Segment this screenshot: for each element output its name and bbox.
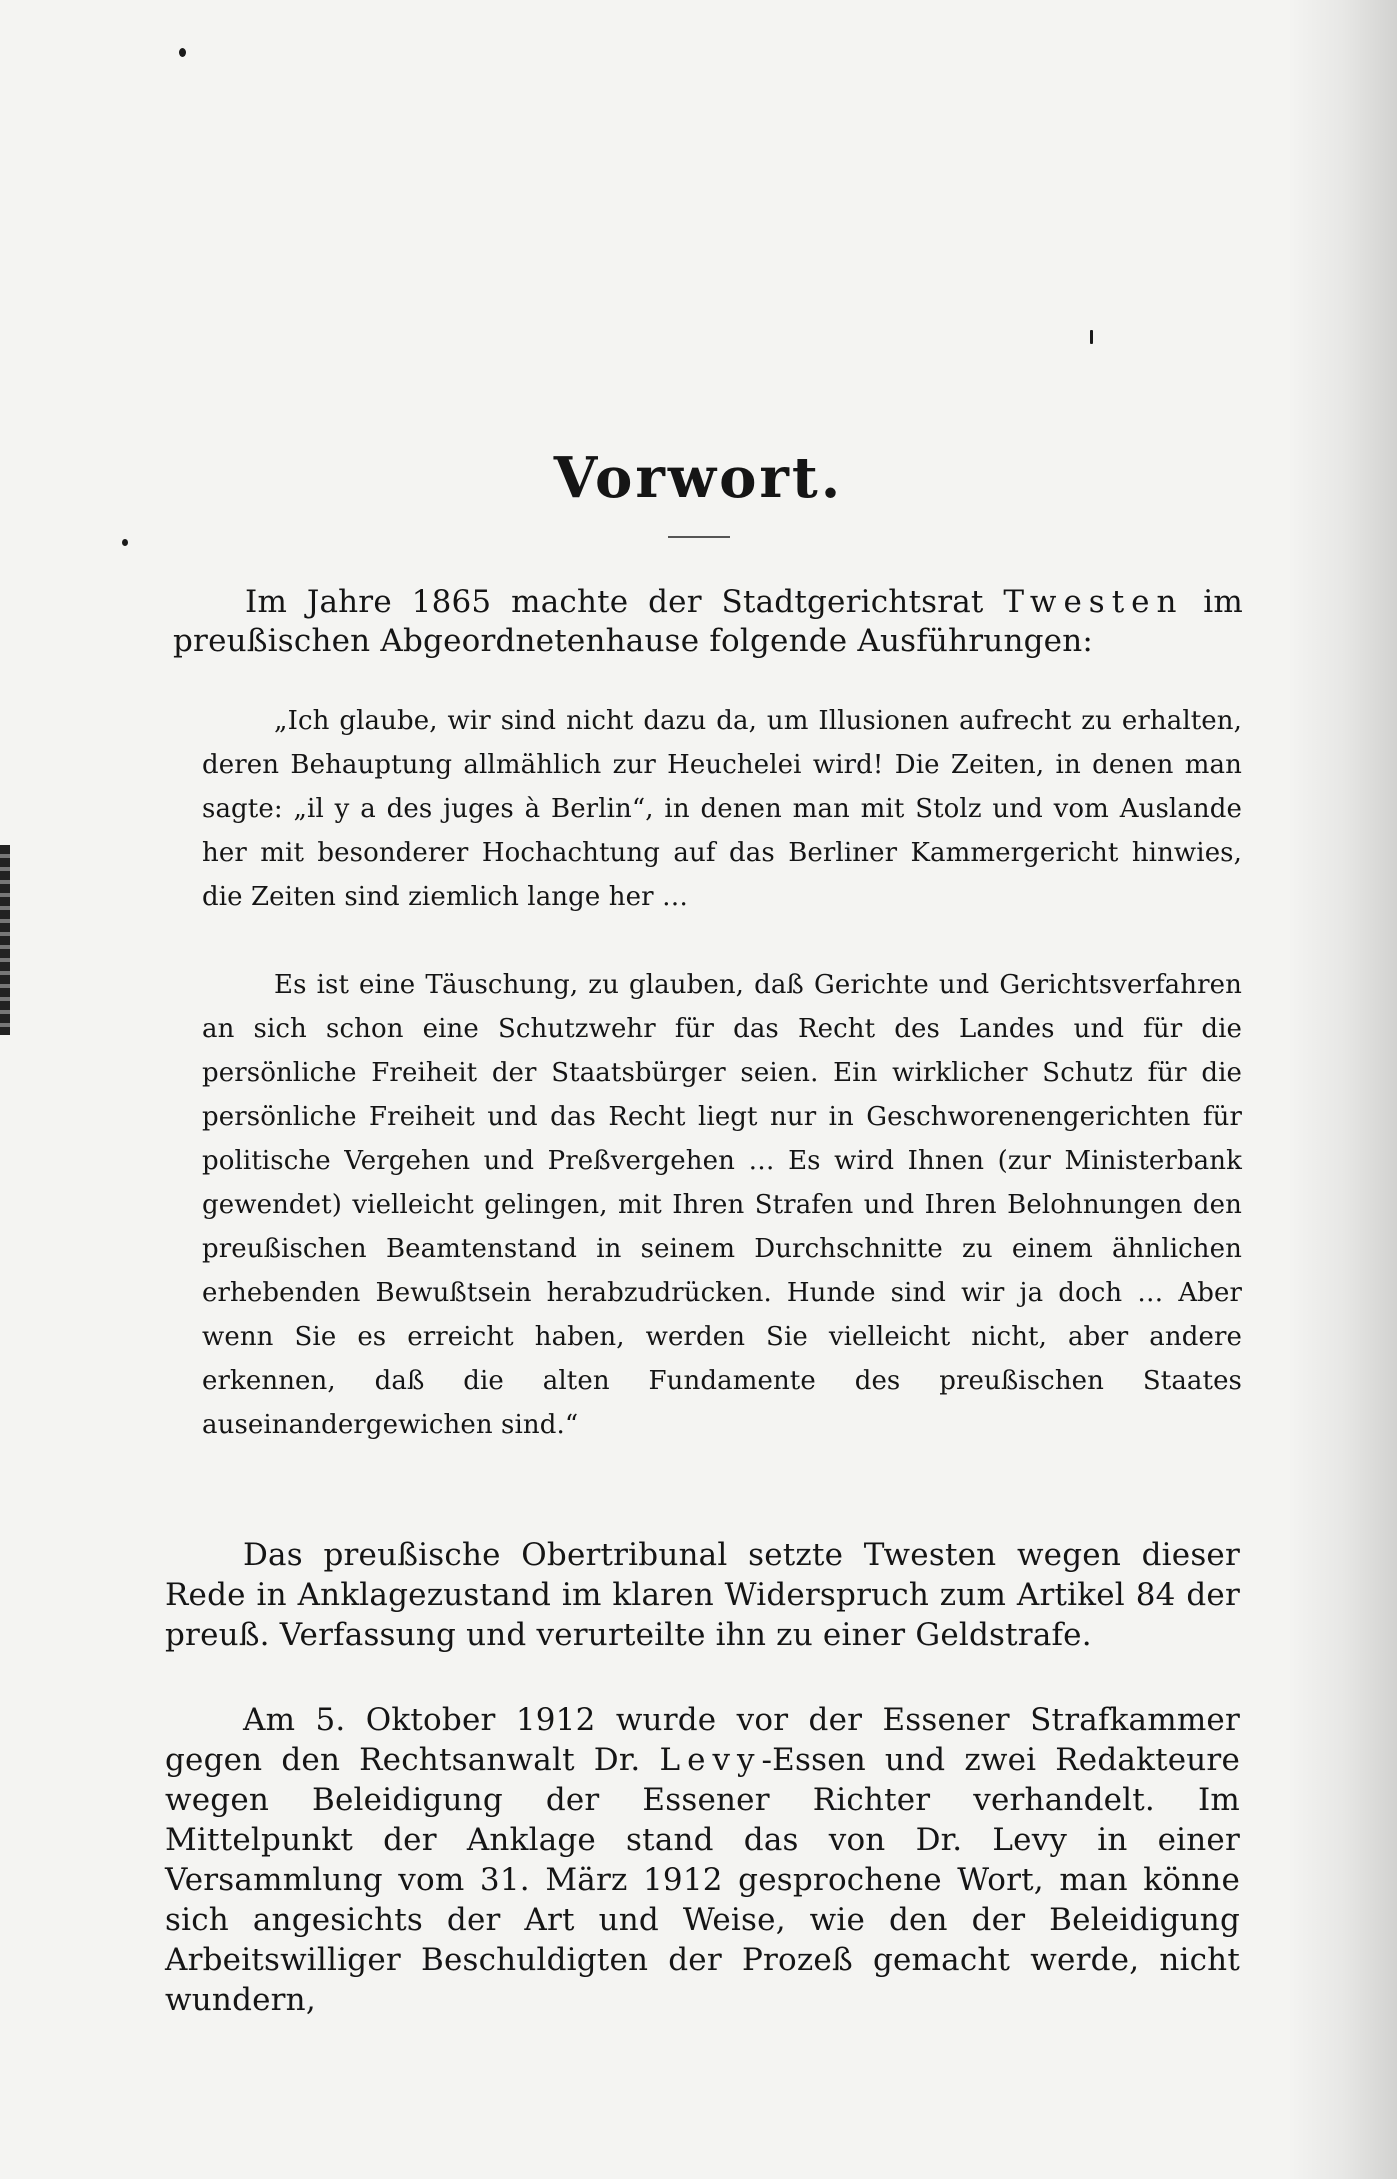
- quote-paragraph-1: „Ich glaube, wir sind nicht dazu da, um Illusionen aufrecht zu erhalten, deren Behauptung allmählich zur Heuchelei wird! Die Zeiten, in denen man sagte: „il y a des juges à Berlin“, in denen man mit Stolz und vom Auslande her mit besonderer Hochachtung auf das Berliner Kammergericht hinwies, die Zeiten sind ziemlich lange her …: [202, 706, 1242, 912]
- essen-paragraph: [165, 1700, 1240, 2020]
- essen-text-before: Am 5. Oktober 1912 wurde vor der Essener Strafkammer gegen den Rechtsanwalt Dr.: [165, 1702, 1240, 1778]
- intro-paragraph: [173, 583, 1243, 661]
- intro-text-after: im preußischen Abgeordnetenhause folgende Ausführungen:: [173, 584, 1243, 659]
- quote-paragraph-2: Es ist eine Täuschung, zu glauben, daß Gerichte und Gerichtsverfahren an sich schon eine Schutzwehr für das Recht des Landes und für die persönliche Freiheit der Staatsbürger seien. Ein wirklicher Schutz für die persönliche Freiheit und das Recht liegt nur in Geschworenengerichten für politische Vergehen und Preßvergehen … Es wird Ihnen (zur Ministerbank gewendet) vielleicht gelingen, mit Ihren Strafen und Ihren Belohnungen den preußischen Beamtenstand in seinem Durchschnitte zu einem ähnlichen erhebenden Bewußtsein herabzudrücken. Hunde sind wir ja doch … Aber wenn Sie es erreicht haben, werden Sie vielleicht nicht, aber andere erkennen, daß die alten Fundamente des preußischen Staates auseinandergewichen sind.“: [202, 970, 1242, 1440]
- intro-name-spaced: Twesten: [1003, 584, 1184, 620]
- binding-mark: [0, 845, 10, 1035]
- essen-name-spaced: Levy: [659, 1742, 762, 1778]
- tribunal-paragraph: Das preußische Obertribunal setzte Twesten wegen dieser Rede in Anklagezustand im klaren Widerspruch zum Artikel 84 der preuß. Verfassung und verurteilte ihn zu einer Geldstrafe.: [165, 1537, 1240, 1653]
- essen-text-after: -Essen und zwei Redakteure wegen Beleidigung der Essener Richter verhandelt. Im Mittelpunkt der Anklage stand das von Dr. Levy in einer Versammlung vom 31. März 1912 gesprochene Wort, man könne sich angesichts der Art und Weise, wie den der Beleidigung Arbeitswilliger Beschuldigten der Prozeß gemacht werde, nicht wundern,: [165, 1742, 1240, 2018]
- page-title: Vorwort.: [553, 445, 844, 511]
- ink-speck: [122, 539, 128, 546]
- title-divider: [668, 536, 730, 538]
- page-edge-shadow: [1287, 0, 1397, 2179]
- intro-text-before: Im Jahre 1865 machte der Stadtgerichtsrat: [245, 584, 1004, 620]
- ink-speck: [179, 48, 186, 57]
- ink-speck: [1090, 330, 1093, 344]
